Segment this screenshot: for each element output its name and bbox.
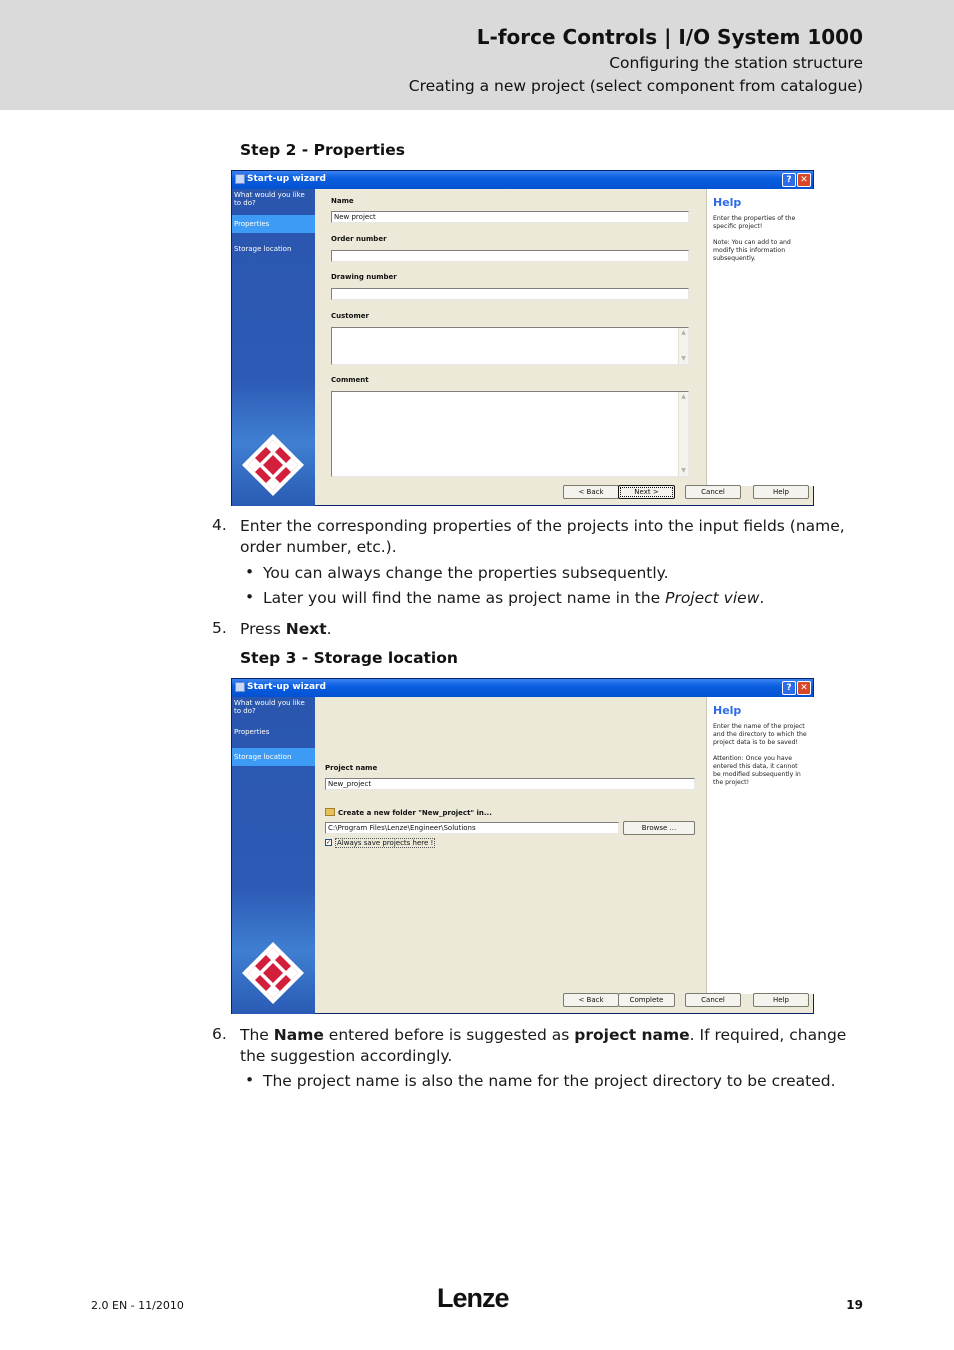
help-panel (706, 697, 814, 994)
titlebar (232, 171, 813, 189)
wizard-sidebar (232, 189, 315, 506)
back-button[interactable]: < Back (563, 485, 619, 499)
name-label: Name (331, 197, 354, 205)
comment-scrollbar[interactable] (678, 392, 688, 476)
project-name-term: project name (574, 1026, 690, 1044)
complete-button[interactable]: Complete (618, 993, 675, 1007)
cancel-button[interactable]: Cancel (685, 993, 741, 1007)
scroll-down-icon[interactable]: ▼ (681, 355, 686, 362)
lenze-diamond-logo (240, 432, 306, 498)
name-field[interactable]: New project (331, 211, 689, 223)
list-number-5: 5. (212, 619, 227, 637)
help-button[interactable]: Help (753, 485, 809, 499)
chapter-title: Configuring the station structure (609, 54, 863, 72)
item-text-end: . If required, change the suggestion accordingly. (240, 1026, 847, 1065)
item-text: The (240, 1026, 274, 1044)
item-text-mid: entered before is suggested as (323, 1026, 575, 1044)
wizard-sidebar (232, 697, 315, 1014)
cancel-button[interactable]: Cancel (685, 485, 741, 499)
help-note: Attention: Once you have entered this data, it cannot be modified subsequently in the project! (713, 755, 801, 786)
page-number: 19 (846, 1298, 863, 1312)
bullet-marker: • (245, 563, 255, 581)
next-button[interactable]: Next > (618, 485, 675, 499)
list-item-4: Enter the corresponding properties of the projects into the input fields (name, order number, etc.). (240, 517, 845, 556)
sidebar-question: What would you like to do? (234, 699, 305, 715)
step2-heading: Step 2 - Properties (240, 141, 405, 159)
bullet-project-view (263, 588, 764, 609)
list-number-6: 6. (212, 1025, 227, 1043)
browse-button[interactable]: Browse ... (623, 821, 695, 835)
sidebar-item-storage-location[interactable]: Storage location (232, 748, 315, 766)
wizard-window-properties (231, 170, 814, 506)
version-label: 2.0 EN - 11/2010 (91, 1299, 184, 1312)
name-term: Name (273, 1026, 324, 1044)
wizard-window-storage (231, 678, 814, 1014)
list-item-5 (240, 619, 332, 640)
help-panel (706, 189, 814, 486)
item-text: Press (240, 620, 286, 638)
drawing-number-label: Drawing number (331, 273, 397, 281)
wizard-content (315, 697, 706, 994)
titlebar (232, 679, 813, 697)
comment-label: Comment (331, 376, 369, 384)
sidebar-item-properties[interactable]: Properties (232, 215, 315, 233)
customer-field[interactable] (331, 327, 689, 365)
project-name-label: Project name (325, 764, 378, 772)
customer-label: Customer (331, 312, 369, 320)
close-icon[interactable]: ✕ (797, 173, 811, 187)
app-icon (235, 682, 245, 692)
document-title: L-force Controls | I/O System 1000 (476, 25, 863, 49)
bullet-marker: • (245, 1071, 255, 1089)
always-save-checkbox[interactable]: ✓ (326, 839, 332, 846)
bullet-project-directory: The project name is also the name for the project directory to be created. (263, 1072, 836, 1090)
page-header (0, 0, 954, 110)
order-number-field[interactable] (331, 250, 689, 262)
next-term: Next (285, 620, 327, 638)
app-icon (235, 174, 245, 184)
window-title: Start-up wizard (247, 174, 326, 184)
path-field[interactable]: C:\Program Files\Lenze\Engineer\Solutions (325, 822, 619, 834)
help-note: Note: You can add to and modify this information subsequently. (713, 239, 791, 262)
drawing-number-field[interactable] (331, 288, 689, 300)
bullet-marker: • (245, 588, 255, 606)
bullet-text-end: . (759, 589, 765, 607)
help-title: Help (713, 704, 742, 717)
window-title: Start-up wizard (247, 682, 326, 692)
scroll-up-icon[interactable]: ▲ (681, 393, 686, 400)
help-text: Enter the properties of the specific project! (713, 215, 796, 230)
folder-icon (325, 808, 335, 816)
new-folder-label: Create a new folder "New_project" in... (338, 809, 492, 817)
scroll-up-icon[interactable]: ▲ (681, 329, 686, 336)
bullet-text: Later you will find the name as project name in the (263, 589, 666, 607)
section-title: Creating a new project (select component from catalogue) (408, 77, 863, 95)
sidebar-item-properties[interactable]: Properties (234, 728, 270, 736)
help-button[interactable]: Help (753, 993, 809, 1007)
customer-scrollbar[interactable] (678, 328, 688, 364)
sidebar-item-storage-location[interactable]: Storage location (234, 245, 292, 253)
order-number-label: Order number (331, 235, 387, 243)
project-name-field[interactable]: New_project (325, 778, 695, 790)
project-view-term: Project view (665, 589, 760, 607)
comment-field[interactable] (331, 391, 689, 477)
always-save-label[interactable]: Always save projects here ! (337, 839, 434, 847)
item-text-end: . (326, 620, 332, 638)
list-number-4: 4. (212, 516, 227, 534)
back-button[interactable]: < Back (563, 993, 619, 1007)
help-icon[interactable]: ? (782, 173, 796, 187)
step3-heading: Step 3 - Storage location (240, 649, 458, 667)
lenze-logo: Lenze (437, 1283, 509, 1313)
wizard-content (315, 189, 706, 486)
bullet-change-properties: You can always change the properties subsequently. (263, 564, 669, 582)
help-title: Help (713, 196, 742, 209)
scroll-down-icon[interactable]: ▼ (681, 467, 686, 474)
help-text: Enter the name of the project and the directory to which the project data is to be saved! (713, 723, 807, 746)
list-item-6 (240, 1025, 850, 1067)
sidebar-question: What would you like to do? (234, 191, 305, 207)
lenze-diamond-logo (240, 940, 306, 1006)
close-icon[interactable]: ✕ (797, 681, 811, 695)
help-icon[interactable]: ? (782, 681, 796, 695)
